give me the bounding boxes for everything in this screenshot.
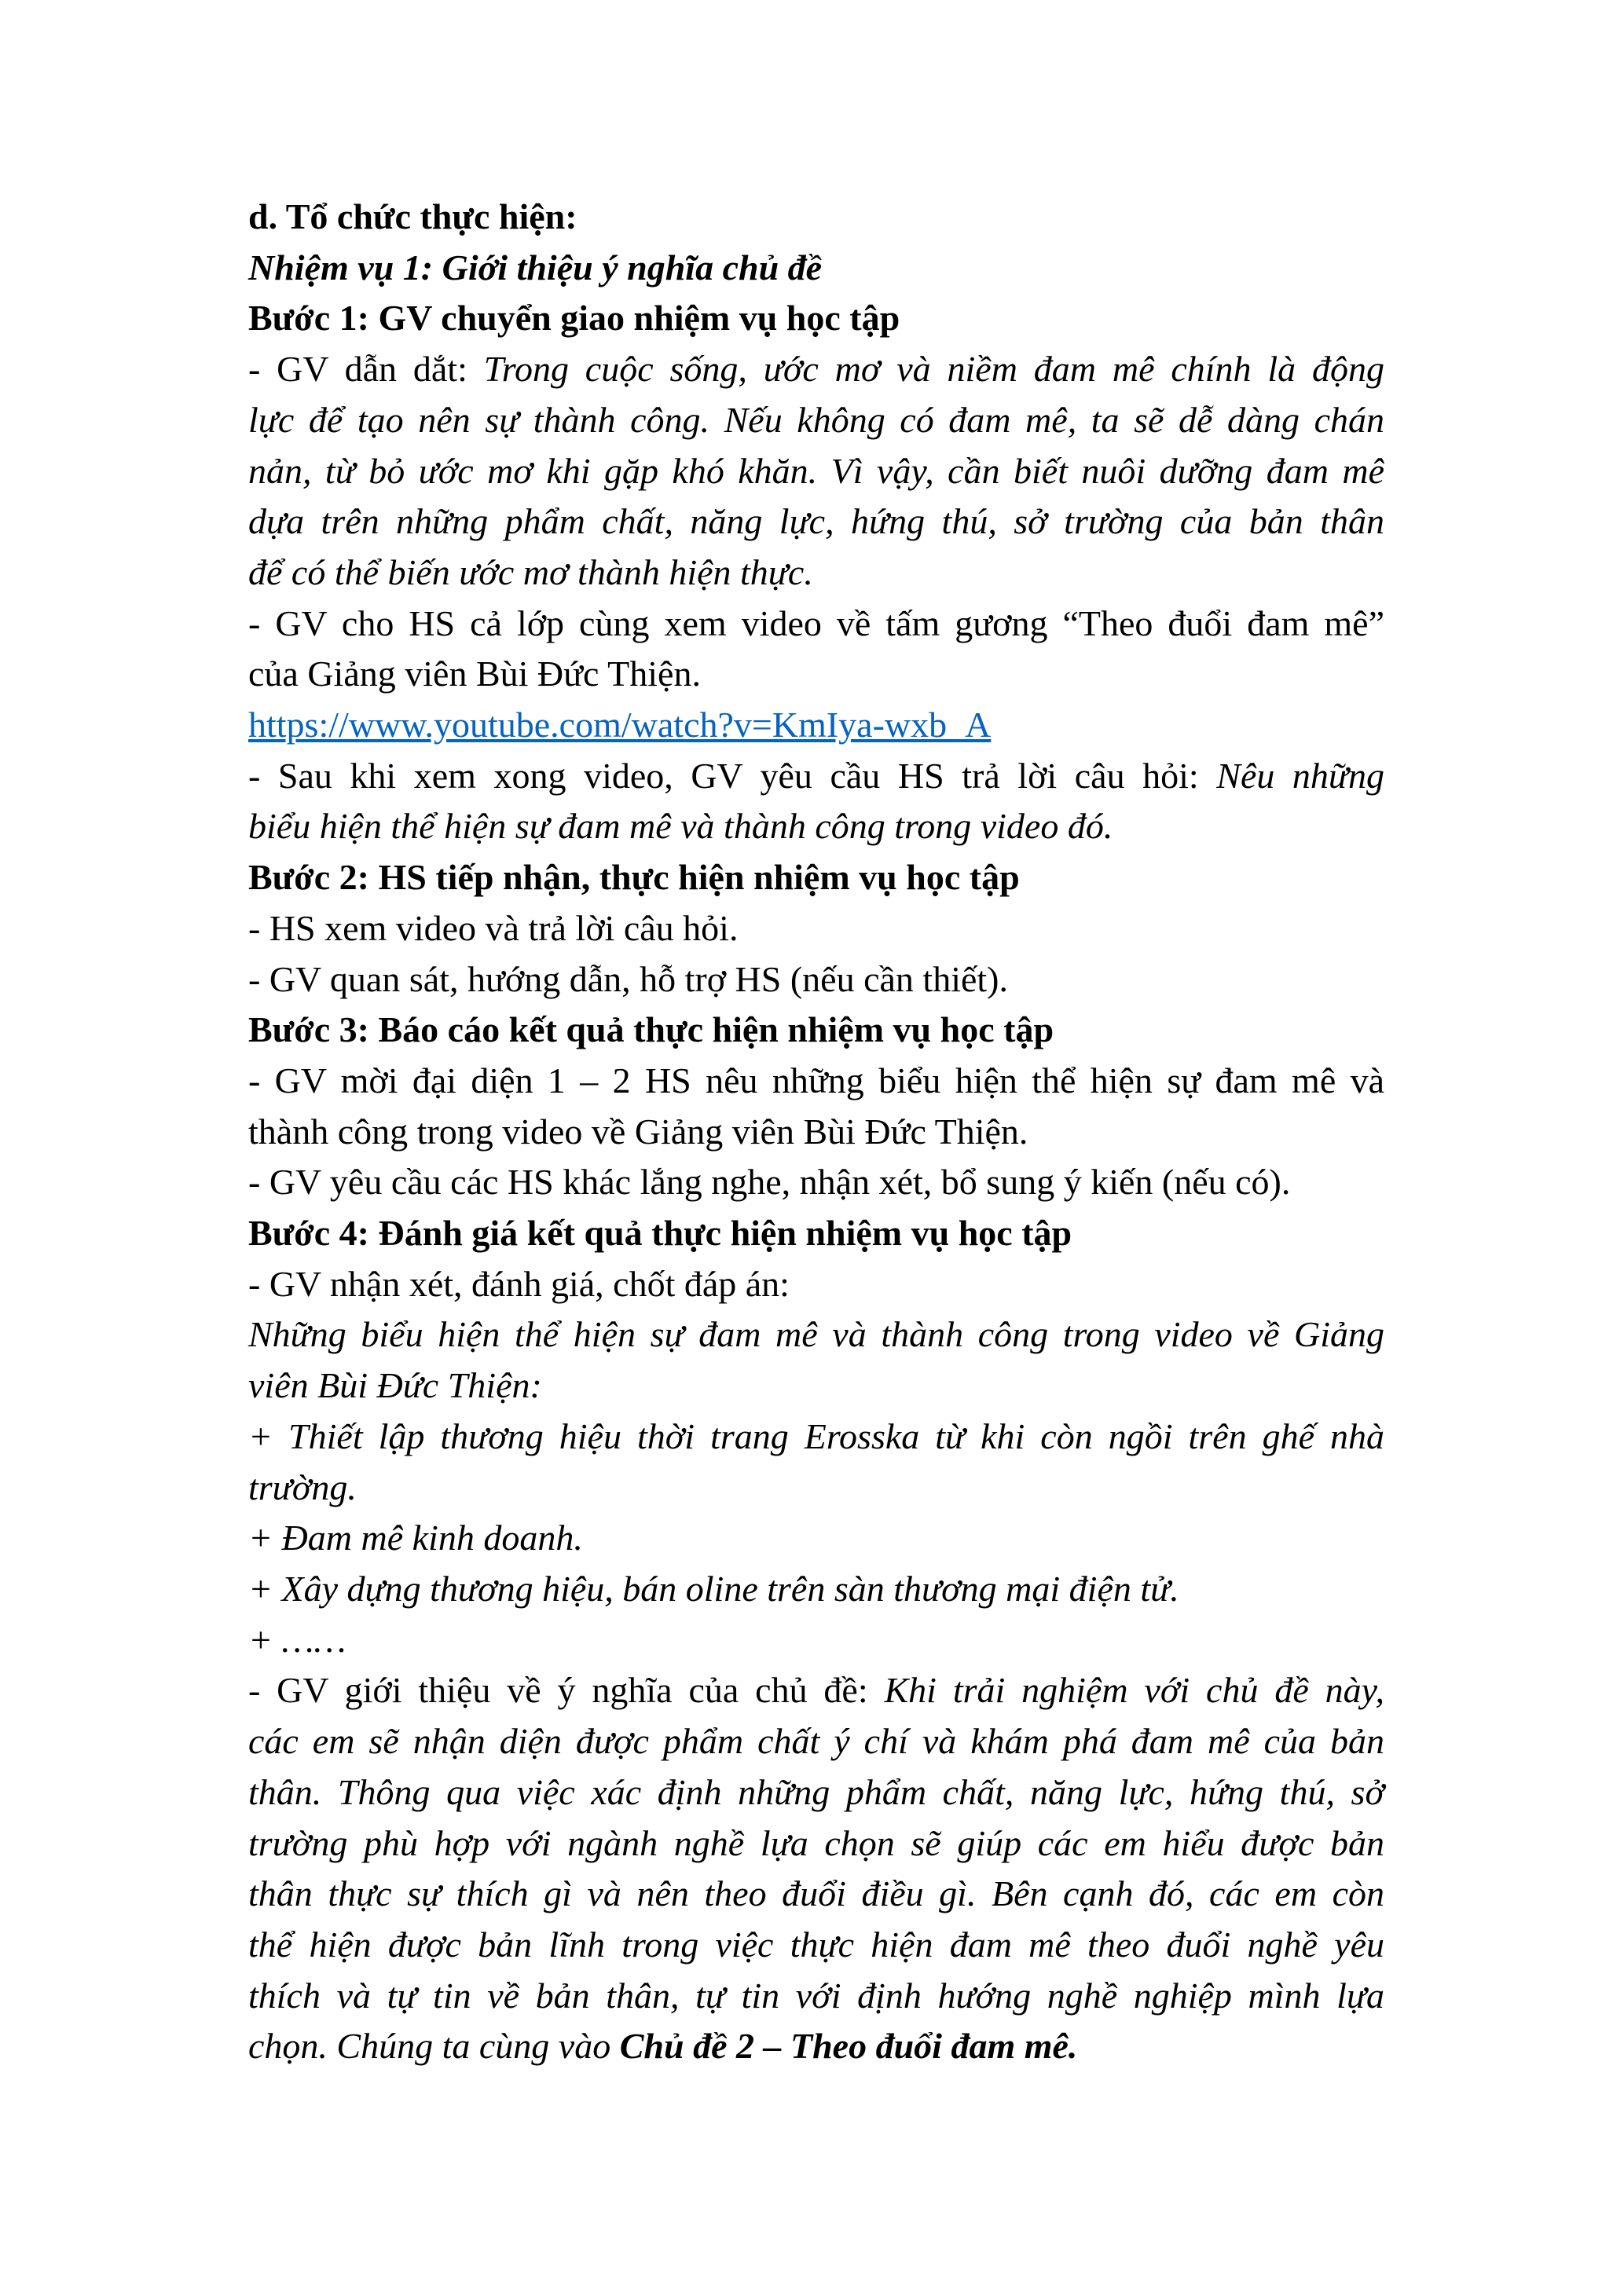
step4-answer-line: trường. <box>248 1467 357 1507</box>
step1-intro-line: nản, từ bỏ ước mơ khi gặp khó khăn. Vì vậy, cần biết nuôi dưỡng đam mê <box>248 450 1384 491</box>
step2-item: - GV quan sát, hướng dẫn, hỗ trợ HS (nếu cần thiết). <box>248 958 1008 999</box>
step2-title: Bước 2: HS tiếp nhận, thực hiện nhiệm vụ học tập <box>248 857 1020 898</box>
step4-answer-line: Những biểu hiện thể hiện sự đam mê và thành công trong video về Giảng <box>248 1314 1384 1355</box>
step4-answer-line: viên Bùi Đức Thiện: <box>248 1365 542 1406</box>
step4-meaning-line: thích và tự tin về bản thân, tự tin với định hướng nghề nghiệp mình lựa <box>248 1975 1384 2016</box>
step4-meaning-line <box>248 2021 1384 2072</box>
task-title: Nhiệm vụ 1: Giới thiệu ý nghĩa chủ đề <box>248 247 823 287</box>
step4-meaning-line <box>248 1665 1384 1716</box>
step4-answer-line: + Xây dựng thương hiệu, bán oline trên sàn thương mại điện tử. <box>248 1568 1179 1609</box>
step4-meaning-prefix: - GV giới thiệu về ý nghĩa của chủ đề: <box>248 1670 885 1711</box>
step1-intro-text: Trong cuộc sống, ước mơ và niềm đam mê chính là động <box>483 349 1385 390</box>
step1-intro-line: lực để tạo nên sự thành công. Nếu không có đam mê, ta sẽ dễ dàng chán <box>248 399 1384 440</box>
topic-name: Chủ đề 2 – Theo đuổi đam mê. <box>619 2026 1078 2067</box>
video-link[interactable]: https://www.youtube.com/watch?v=KmIya-wxb_A <box>248 705 992 745</box>
step4-answer-line: + …… <box>248 1619 346 1660</box>
step4-meaning-line: thể hiện được bản lĩnh trong việc thực hiện đam mê theo đuổi nghề yêu <box>248 1924 1384 1965</box>
step1-intro-prefix: - GV dẫn dắt: <box>248 349 484 390</box>
step1-question-prefix: - Sau khi xem xong video, GV yêu cầu HS trả lời câu hỏi: <box>248 755 1217 796</box>
step4-meaning-text: chọn. Chúng ta cùng vào <box>248 2026 620 2067</box>
step2-item: - HS xem video và trả lời câu hỏi. <box>248 907 739 948</box>
step1-question-line <box>248 751 1384 802</box>
document-page <box>248 192 1384 2072</box>
step4-meaning-line: các em sẽ nhận diện được phẩm chất ý chí và khám phá đam mê của bản <box>248 1721 1384 1762</box>
step1-question-line: biểu hiện thể hiện sự đam mê và thành công trong video đó. <box>248 806 1113 847</box>
step3-title: Bước 3: Báo cáo kết quả thực hiện nhiệm vụ học tập <box>248 1009 1054 1050</box>
step4-meaning-line: trường phù hợp với ngành nghề lựa chọn sẽ giúp các em hiểu được bản <box>248 1822 1384 1863</box>
step4-meaning-line: thân. Thông qua việc xác định những phẩm chất, năng lực, hứng thú, sở <box>248 1771 1384 1812</box>
step1-intro-line: để có thể biến ước mơ thành hiện thực. <box>248 551 813 592</box>
step1-video-line: của Giảng viên Bùi Đức Thiện. <box>248 654 701 694</box>
step1-title: Bước 1: GV chuyển giao nhiệm vụ học tập <box>248 298 900 339</box>
step3-item: - GV mời đại diện 1 – 2 HS nêu những biểu hiện thể hiện sự đam mê và <box>248 1060 1384 1100</box>
step4-meaning-line: thân thực sự thích gì và nên theo đuổi điều gì. Bên cạnh đó, các em còn <box>248 1873 1384 1914</box>
step4-answer-line: + Thiết lập thương hiệu thời trang Erosska từ khi còn ngồi trên ghế nhà <box>248 1415 1384 1456</box>
step1-intro-line <box>248 344 1384 395</box>
step3-item: thành công trong video về Giảng viên Bùi Đức Thiện. <box>248 1111 1028 1152</box>
section-heading: d. Tổ chức thực hiện: <box>248 196 577 236</box>
step1-question-text: Nêu những <box>1216 755 1385 796</box>
step4-answer-line: + Đam mê kinh doanh. <box>248 1518 583 1558</box>
step1-intro-line: dựa trên những phẩm chất, năng lực, hứng thú, sở trường của bản thân <box>248 501 1384 542</box>
step3-item: - GV yêu cầu các HS khác lắng nghe, nhận xét, bổ sung ý kiến (nếu có). <box>248 1162 1291 1203</box>
step4-title: Bước 4: Đánh giá kết quả thực hiện nhiệm vụ học tập <box>248 1213 1072 1254</box>
step4-conclude: - GV nhận xét, đánh giá, chốt đáp án: <box>248 1263 790 1304</box>
step1-video-line: - GV cho HS cả lớp cùng xem video về tấm gương “Theo đuổi đam mê” <box>248 602 1384 643</box>
step4-meaning-text: Khi trải nghiệm với chủ đề này, <box>884 1670 1384 1711</box>
